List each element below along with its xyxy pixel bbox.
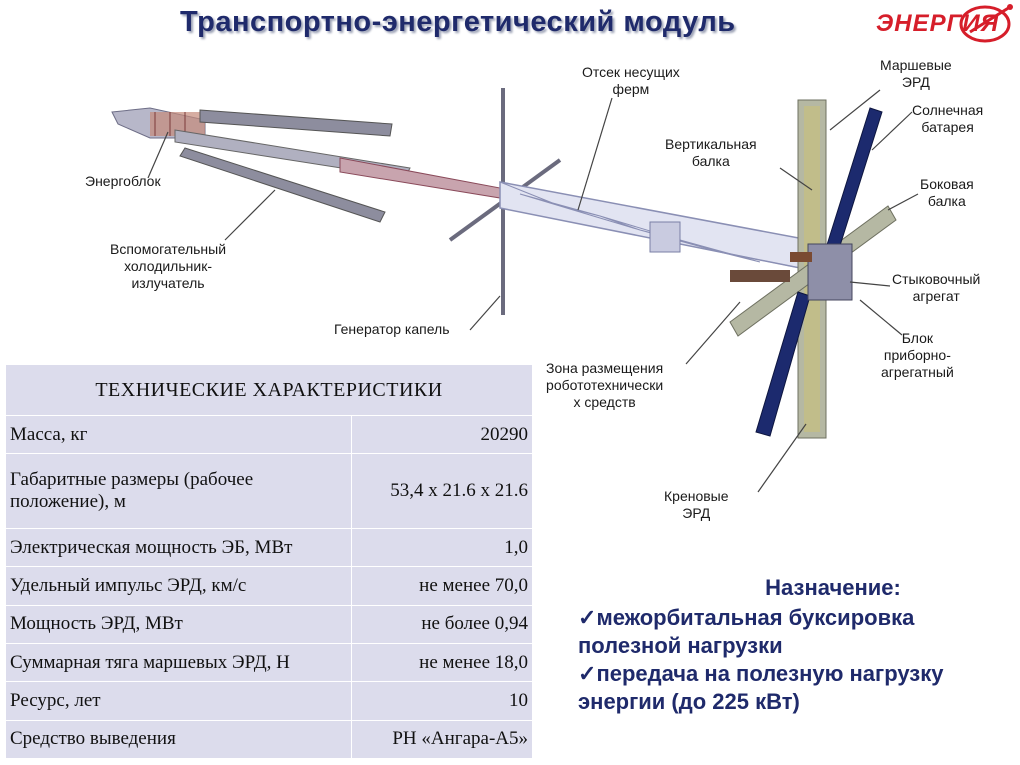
table-row [6,567,533,605]
purpose-heading: Назначение: [765,575,901,600]
purpose-item [578,660,1018,688]
spec-value: не более 0,94 [352,605,533,643]
check-icon: ✓ [578,661,597,686]
table-row [6,454,533,529]
spec-value: 10 [352,682,533,720]
table-row [6,529,533,567]
spec-name: Удельный импульс ЭРД, км/с [6,567,352,605]
purpose-item [578,604,1018,632]
specs-table [5,364,533,759]
spec-value: 1,0 [352,529,533,567]
table-row [6,644,533,682]
logo-text: ЭНЕРГИЯ [876,10,1000,37]
purpose-line: полезной нагрузки [578,633,783,658]
truss-bay [500,182,820,272]
purpose-line: передача на полезную нагрузку [596,661,944,686]
label-vertical-beam: Вертикальная балка [665,136,757,169]
purpose-block [578,574,1018,716]
label-roll-erd: Креновые ЭРД [664,488,729,521]
table-row [6,605,533,643]
purpose-line: межорбитальная буксировка [596,605,915,630]
spec-value: не менее 70,0 [352,567,533,605]
specs-header-row [6,365,533,416]
spec-name: Мощность ЭРД, МВт [6,605,352,643]
spec-value: РН «Ангара-А5» [352,720,533,758]
label-truss-bay: Отсек несущих ферм [582,64,680,97]
label-robotics-zone: Зона размещения робототехнически х средств [546,360,664,410]
purpose-line: энергии (до 225 кВт) [578,689,800,714]
spec-value: 53,4 х 21.6 х 21.6 [352,454,533,529]
spec-name: Ресурс, лет [6,682,352,720]
label-side-beam: Боковая балка [920,176,974,209]
spec-name: Суммарная тяга маршевых ЭРД, Н [6,644,352,682]
table-row [6,416,533,454]
label-energoblok: Энергоблок [85,173,161,189]
label-auxiliary-cooler: Вспомогательный холодильник- излучатель [110,241,227,291]
check-icon: ✓ [578,605,597,630]
coolant-pipe [340,158,500,198]
page-title: Транспортно-энергетический модуль [180,6,736,38]
spec-name: Средство выведения [6,720,352,758]
spec-name: Электрическая мощность ЭБ, МВт [6,529,352,567]
spec-name: Габаритные размеры (рабочее положение), м [6,454,352,529]
label-solar-panel: Солнечная батарея [912,102,984,135]
spec-value: 20290 [352,416,533,454]
label-docking-unit: Стыковочный агрегат [892,271,981,304]
table-row [6,682,533,720]
spec-value: не менее 18,0 [352,644,533,682]
label-droplet-generator: Генератор капель [334,321,450,337]
table-row [6,720,533,758]
spec-name: Масса, кг [6,416,352,454]
label-instrument-block: Блок приборно- агрегатный [881,330,954,380]
label-cruise-erd: Маршевые ЭРД [880,57,952,90]
specs-header: ТЕХНИЧЕСКИЕ ХАРАКТЕРИСТИКИ [6,365,533,416]
